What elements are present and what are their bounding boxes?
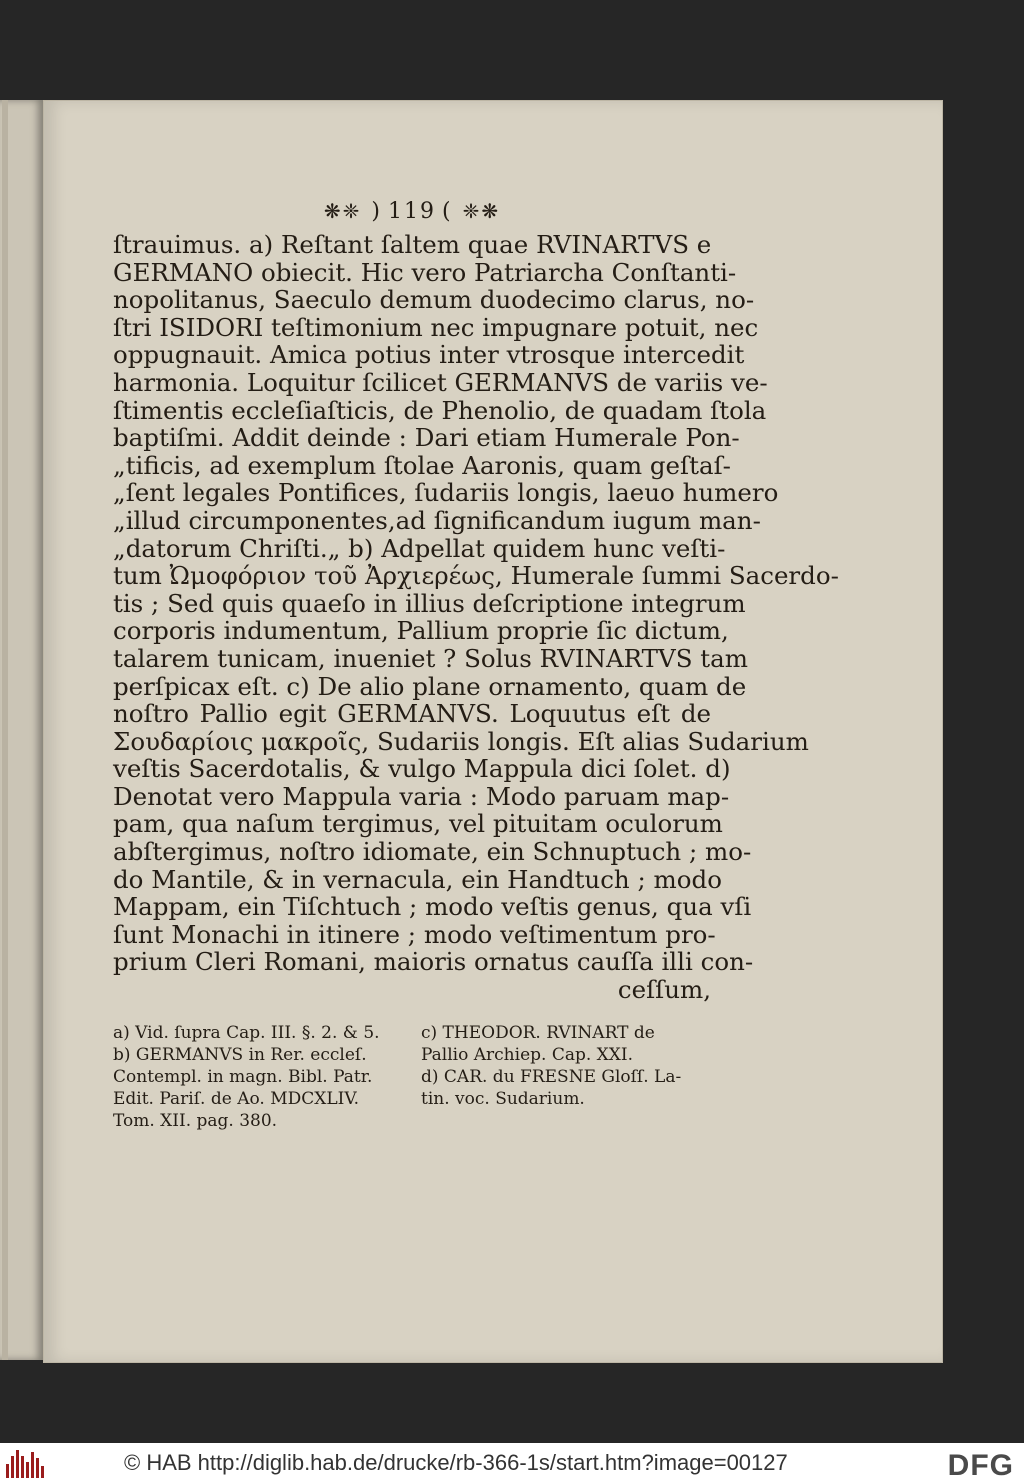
footnote-line: b) GERMANVS in Rer. eccleſ. — [113, 1044, 367, 1065]
text-line: prium Cleri Romani, maioris ornatus cauſſa illi con- — [113, 947, 754, 977]
dfg-logo-icon: DFG — [947, 1449, 1014, 1482]
text-line: Denotat vero Mappula varia : Modo paruam map- — [113, 781, 730, 811]
text-line: Σουδαρίοις μακροῖς, Sudariis longis. Eſt alias Sudarium — [113, 726, 809, 756]
running-head — [113, 193, 711, 229]
text-line: „ſent legales Pontifices, ſudariis longis, laeuo humero — [113, 478, 779, 508]
text-line: noſtro Pallio egit GERMANVS. Loquutus eſt de — [113, 699, 711, 729]
text-line: ſunt Monachi in itinere ; modo veſtimentum pro- — [113, 919, 716, 949]
text-line: talarem tunicam, inueniet ? Solus RVINARTVS tam — [113, 643, 748, 673]
source-link[interactable]: © HAB http://diglib.hab.de/drucke/rb-366-1s/start.htm?image=00127 — [124, 1450, 788, 1475]
text-line: ſtimentis eccleſiaſticis, de Phenolio, de quadam ſtola — [113, 395, 767, 425]
text-line: nopolitanus, Saeculo demum duodecimo clarus, no- — [113, 285, 755, 315]
footnotes-right-column — [421, 1022, 711, 1132]
text-line: ſtri ISIDORI teſtimonium nec impugnare potuit, nec — [113, 312, 759, 342]
text-line: veſtis Sacerdotalis, & vulgo Mappula dici ſolet. d) — [113, 754, 731, 784]
text-line: baptiſmi. Addit deinde : Dari etiam Humerale Pon- — [113, 423, 740, 453]
footnote-line: d) CAR. du FRESNE Gloſſ. La- — [421, 1066, 682, 1087]
ornament-left-icon: ❋❈ — [323, 199, 362, 223]
paren-right: ( — [442, 198, 453, 224]
footer-bar — [0, 1443, 1024, 1483]
text-line: Mappam, ein Tiſchtuch ; modo veſtis genus, qua vſi — [113, 892, 752, 922]
text-line: pam, qua naſum tergimus, vel pituitam oculorum — [113, 809, 723, 839]
text-line: do Mantile, & in vernacula, ein Handtuch ; modo — [113, 864, 722, 894]
text-line: corporis indumentum, Pallium proprie ſic dictum, — [113, 616, 729, 646]
footnotes-left-column — [113, 1022, 403, 1132]
catchword: ceſſum, — [617, 975, 711, 1005]
left-page-edge — [0, 100, 44, 1360]
text-line: „datorum Chriſti.„ b) Adpellat quidem hunc veſti- — [113, 533, 726, 563]
hab-logo-icon — [6, 1448, 46, 1478]
paren-left: ) — [371, 198, 382, 224]
footnote-line: Contempl. in magn. Bibl. Patr. — [113, 1066, 373, 1087]
text-line: abſtergimus, noſtro idiomate, ein Schnuptuch ; mo- — [113, 837, 752, 867]
text-line: perſpicax eſt. c) De alio plane ornamento, quam de — [113, 671, 747, 701]
text-line: tum Ὠμοφόριον τοῦ Ἀρχιερέως, Humerale ſummi Sacerdo- — [113, 561, 839, 591]
footnote-line: tin. voc. Sudarium. — [421, 1088, 585, 1109]
footnote-line: Tom. XII. pag. 380. — [113, 1110, 278, 1131]
text-line: oppugnauit. Amica potius inter vtrosque intercedit — [113, 340, 745, 370]
text-line: GERMANO obiecit. Hic vero Patriarcha Conſtanti- — [113, 257, 737, 287]
text-line: „tificis, ad exemplum ſtolae Aaronis, quam geſtaſ- — [113, 450, 731, 480]
text-line: harmonia. Loquitur ſcilicet GERMANVS de variis ve- — [113, 367, 768, 397]
body-text — [113, 230, 839, 1005]
footnote-line: Edit. Pariſ. de Ao. MDCXLIV. — [113, 1088, 360, 1109]
footnotes — [113, 1022, 711, 1132]
text-line: tis ; Sed quis quaeſo in illius deſcriptione integrum — [113, 588, 746, 618]
page-number: 119 — [388, 198, 436, 224]
footnote-line: a) Vid. ſupra Cap. III. §. 2. & 5. — [113, 1022, 380, 1043]
text-line: ſtrauimus. a) Reſtant ſaltem quae RVINARTVS e — [113, 230, 712, 259]
footnote-line: Pallio Archiep. Cap. XXI. — [421, 1044, 633, 1065]
ornament-right-icon: ❈❋ — [462, 199, 501, 223]
text-line: „illud circumponentes,ad ſignificandum iugum man- — [113, 505, 761, 535]
text-block — [113, 193, 839, 1132]
footnote-line: c) THEODOR. RVINART de — [421, 1022, 655, 1043]
